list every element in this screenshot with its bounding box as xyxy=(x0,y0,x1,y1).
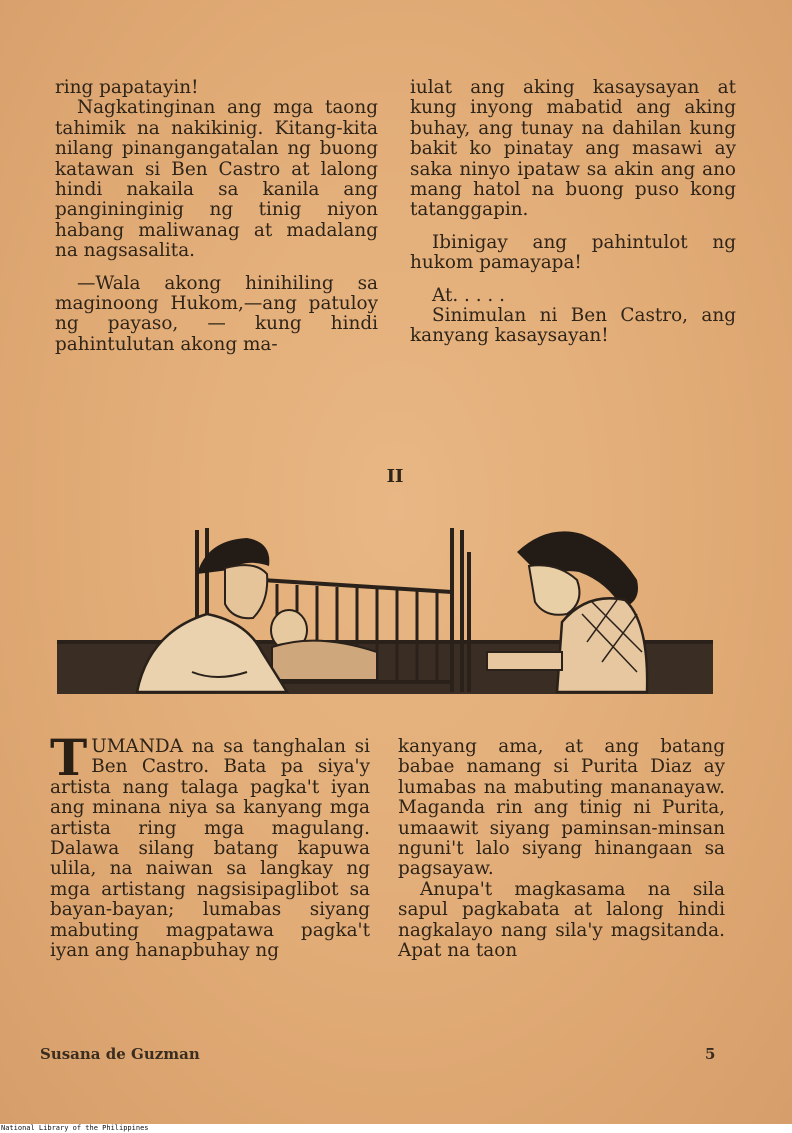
paragraph-text: UMANDA na sa tanghalan si Ben Castro. Bata pa siya'y artista nang talaga pagka't iyan ang minana niya sa kanyang mga artista ring mga magulang. Dalawa silang batang kapuwa ulila, na naiwan sa langkay ng mga artistang nagsisipaglibot sa bayan-bayan; lumabas siyang mabuting magpatawa pagka't iyan ang hanapbuhay ng xyxy=(50,736,370,962)
paragraph: kanyang ama, at ang batang babae namang si Purita Diaz ay lumabas na mabuting mananayaw. Maganda rin ang tinig ni Purita, umaawit siyang paminsan-minsan nguni't lalo siyang hinangaan sa pagsayaw. xyxy=(398,736,725,880)
column-4 xyxy=(398,737,725,961)
column-1 xyxy=(55,78,378,355)
paragraph: Nagkatinginan ang mga taong tahimik na nakikinig. Kitang-kita nilang pinangangatalan ng buong katawan si Ben Castro at lalong hindi nakaila sa kanila ang pangininginig ng tinig niyon habang maliwanag at madalang na nagsasalita. xyxy=(55,97,378,262)
column-2 xyxy=(410,78,736,347)
paragraph: Ibinigay ang pahintulot ng hukom pamayapa! xyxy=(410,231,736,274)
page-number: 5 xyxy=(705,1045,716,1063)
paragraph: ring papatayin! xyxy=(55,77,199,98)
paragraph: Sinimulan ni Ben Castro, ang kanyang kasaysayan! xyxy=(410,305,736,347)
column-3 xyxy=(50,728,370,962)
paragraph: Anupa't magkasama na sila sapul pagkabata at lalong hindi nagkalayo nang sila'y magsitanda. Apat na taon xyxy=(398,878,725,962)
paragraph: At. . . . . xyxy=(432,284,505,306)
paragraph xyxy=(50,728,370,962)
author-footer: Susana de Guzman xyxy=(40,1045,200,1063)
paragraph: —Wala akong hinihiling sa maginoong Hukom,—ang patuloy ng payaso, — kung hindi pahintulutan akong ma- xyxy=(55,272,378,355)
crib-illustration xyxy=(57,522,713,698)
paragraph: iulat ang aking kasaysayan at kung inyong mabatid ang aking buhay, ang tunay na dahilan kung bakit ko pinatay ang masawi ay saka ninyo ipataw sa akin ang ano mang hatol na buong puso kong tatanggapin. xyxy=(410,77,736,221)
library-credit: National Library of the Philippines xyxy=(1,1124,149,1132)
drop-cap: T xyxy=(50,728,88,787)
section-number: II xyxy=(386,466,404,487)
